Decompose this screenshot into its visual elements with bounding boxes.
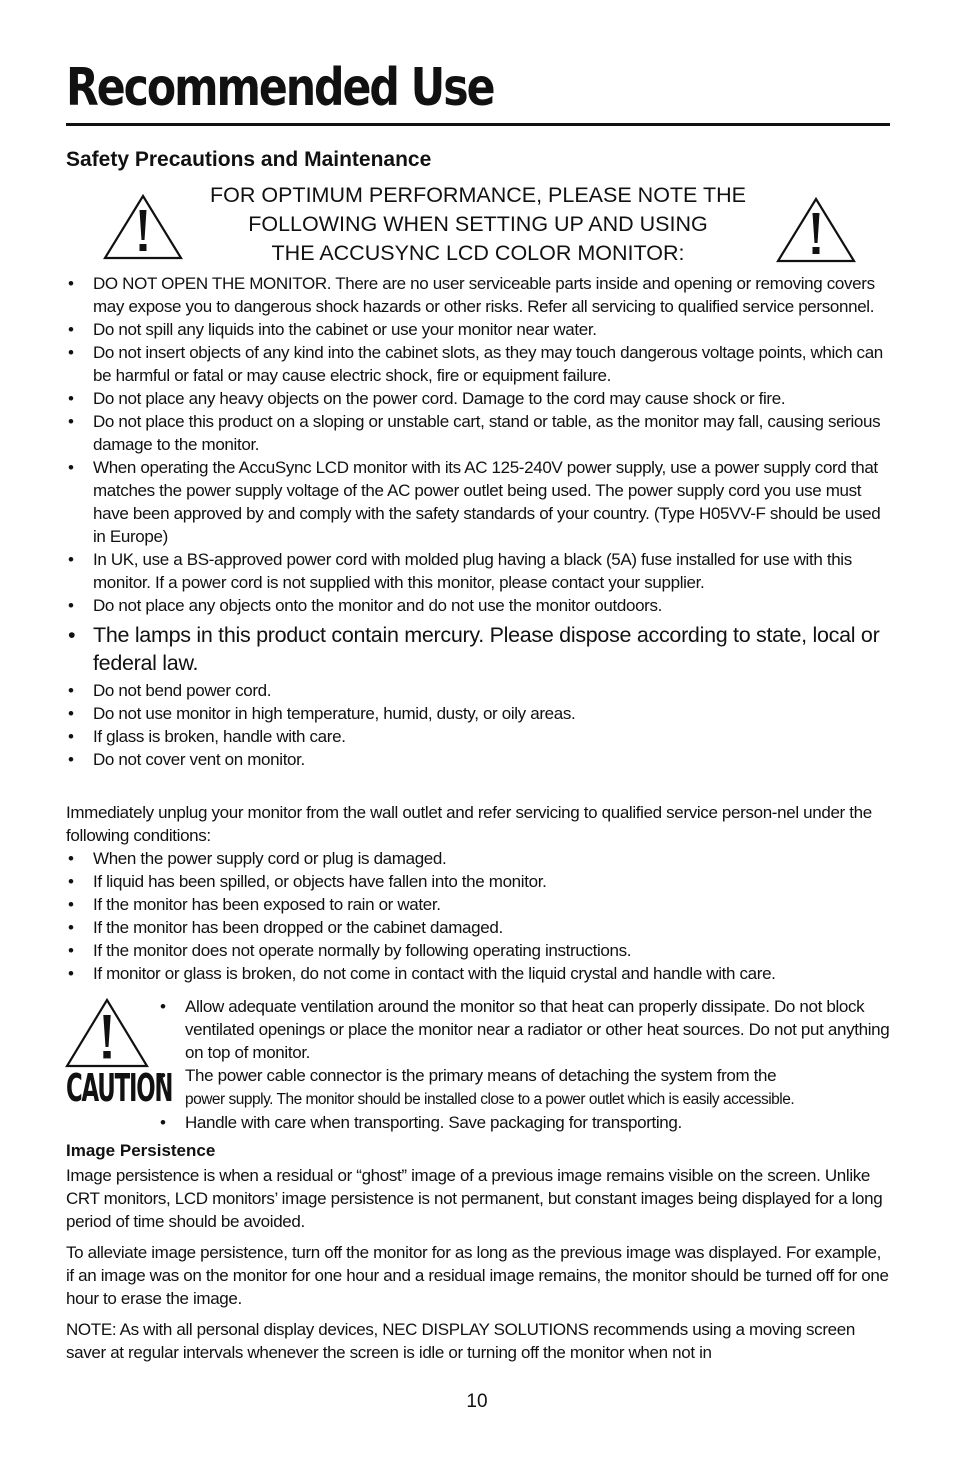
paragraph: To alleviate image persistence, turn off the monitor for as long as the previous image was displayed. For example, if an image was on the monitor for one hour and a residual image remains, the monitor should be turned off for one hour to erase the image. [66, 1243, 889, 1308]
list-item: • Handle with care when transporting. Save packaging for transporting. [158, 1111, 890, 1134]
list-item: • In UK, use a BS-approved power cord with molded plug having a black (5A) fuse installed for use with this monitor. If a power cord is not supplied with this monitor, please contact your supplier. [66, 548, 890, 594]
list-item: • Do not bend power cord. [66, 679, 890, 702]
warning-line: FOLLOWING WHEN SETTING UP AND USING [248, 212, 708, 236]
paragraph: Image persistence is when a residual or “ghost” image of a previous image remains visible on the screen. Unlike CRT monitors, LCD monitors’ image persistence is not permanent, but constant images being displayed for a long period of time should be avoided. [66, 1166, 883, 1231]
warning-triangle-icon [775, 196, 857, 264]
warning-triangle-icon [102, 193, 184, 261]
caution-label: CAUTION [66, 1066, 173, 1110]
list-item-text: The power cable connector is the primary means of detaching the system from the [185, 1066, 777, 1085]
unplug-conditions-list [66, 847, 890, 985]
list-item: • Do not use monitor in high temperature, humid, dusty, or oily areas. [66, 702, 890, 725]
list-item-mercury: • The lamps in this product contain mercury. Please dispose according to state, local or federal law. [66, 621, 890, 677]
warning-line: THE ACCUSYNC LCD COLOR MONITOR: [271, 241, 685, 265]
list-item: • Do not insert objects of any kind into the cabinet slots, as they may touch dangerous voltage points, which can be harmful or fatal or may cause electric shock, fire or equipment failure. [66, 341, 890, 387]
unplug-intro: Immediately unplug your monitor from the wall outlet and refer servicing to qualified service person-nel under the following conditions: [66, 803, 872, 845]
section-heading: Safety Precautions and Maintenance [66, 148, 432, 171]
list-item: • Do not cover vent on monitor. [66, 748, 890, 771]
list-item: • When the power supply cord or plug is damaged. [66, 847, 890, 870]
list-item: • Do not place this product on a sloping or unstable cart, stand or table, as the monitor may fall, causing serious damage to the monitor. [66, 410, 890, 456]
list-item: • If glass is broken, handle with care. [66, 725, 890, 748]
list-item: • Do not spill any liquids into the cabinet or use your monitor near water. [66, 318, 890, 341]
list-item: • If the monitor has been exposed to rain or water. [66, 893, 890, 916]
list-item: • If liquid has been spilled, or objects have fallen into the monitor. [66, 870, 890, 893]
list-item: • Do not place any heavy objects on the power cord. Damage to the cord may cause shock or fire. [66, 387, 890, 410]
caution-list [158, 995, 890, 1134]
list-item: • DO NOT OPEN THE MONITOR. There are no user serviceable parts inside and opening or removing covers may expose you to dangerous shock hazards or other risks. Refer all servicing to qualified service personnel. [66, 272, 890, 318]
warning-line: FOR OPTIMUM PERFORMANCE, PLEASE NOTE THE [210, 183, 746, 207]
list-item [158, 1064, 890, 1111]
image-persistence-heading: Image Persistence [66, 1141, 216, 1160]
safety-list [66, 272, 890, 771]
list-item: • If the monitor does not operate normally by following operating instructions. [66, 939, 890, 962]
list-item: • Allow adequate ventilation around the monitor so that heat can properly dissipate. Do not block ventilated openings or place the monitor near a radiator or other heat sources. Do not put anything on top of monitor. [158, 995, 890, 1064]
list-item: • When operating the AccuSync LCD monitor with its AC 125-240V power supply, use a power supply cord that matches the power supply voltage of the AC power outlet being used. The power supply cord you use must have been approved by and comply with the safety standards of your country. (Type H05VV-F should be used in Europe) [66, 456, 890, 548]
list-item-text-small: power supply. The monitor should be installed close to a power outlet which is easily accessible. [185, 1091, 795, 1108]
list-item: • Do not place any objects onto the monitor and do not use the monitor outdoors. [66, 594, 890, 617]
page-title: Recommended Use [66, 58, 494, 118]
page-number: 10 [466, 1391, 488, 1412]
title-rule [66, 123, 890, 126]
list-item: • If the monitor has been dropped or the cabinet damaged. [66, 916, 890, 939]
warning-notice [188, 181, 768, 268]
paragraph: NOTE: As with all personal display devices, NEC DISPLAY SOLUTIONS recommends using a moving screen saver at regular intervals whenever the screen is idle or turning off the monitor when not in [66, 1320, 855, 1362]
list-item: • If monitor or glass is broken, do not come in contact with the liquid crystal and handle with care. [66, 962, 890, 985]
caution-triangle-icon [64, 997, 150, 1069]
